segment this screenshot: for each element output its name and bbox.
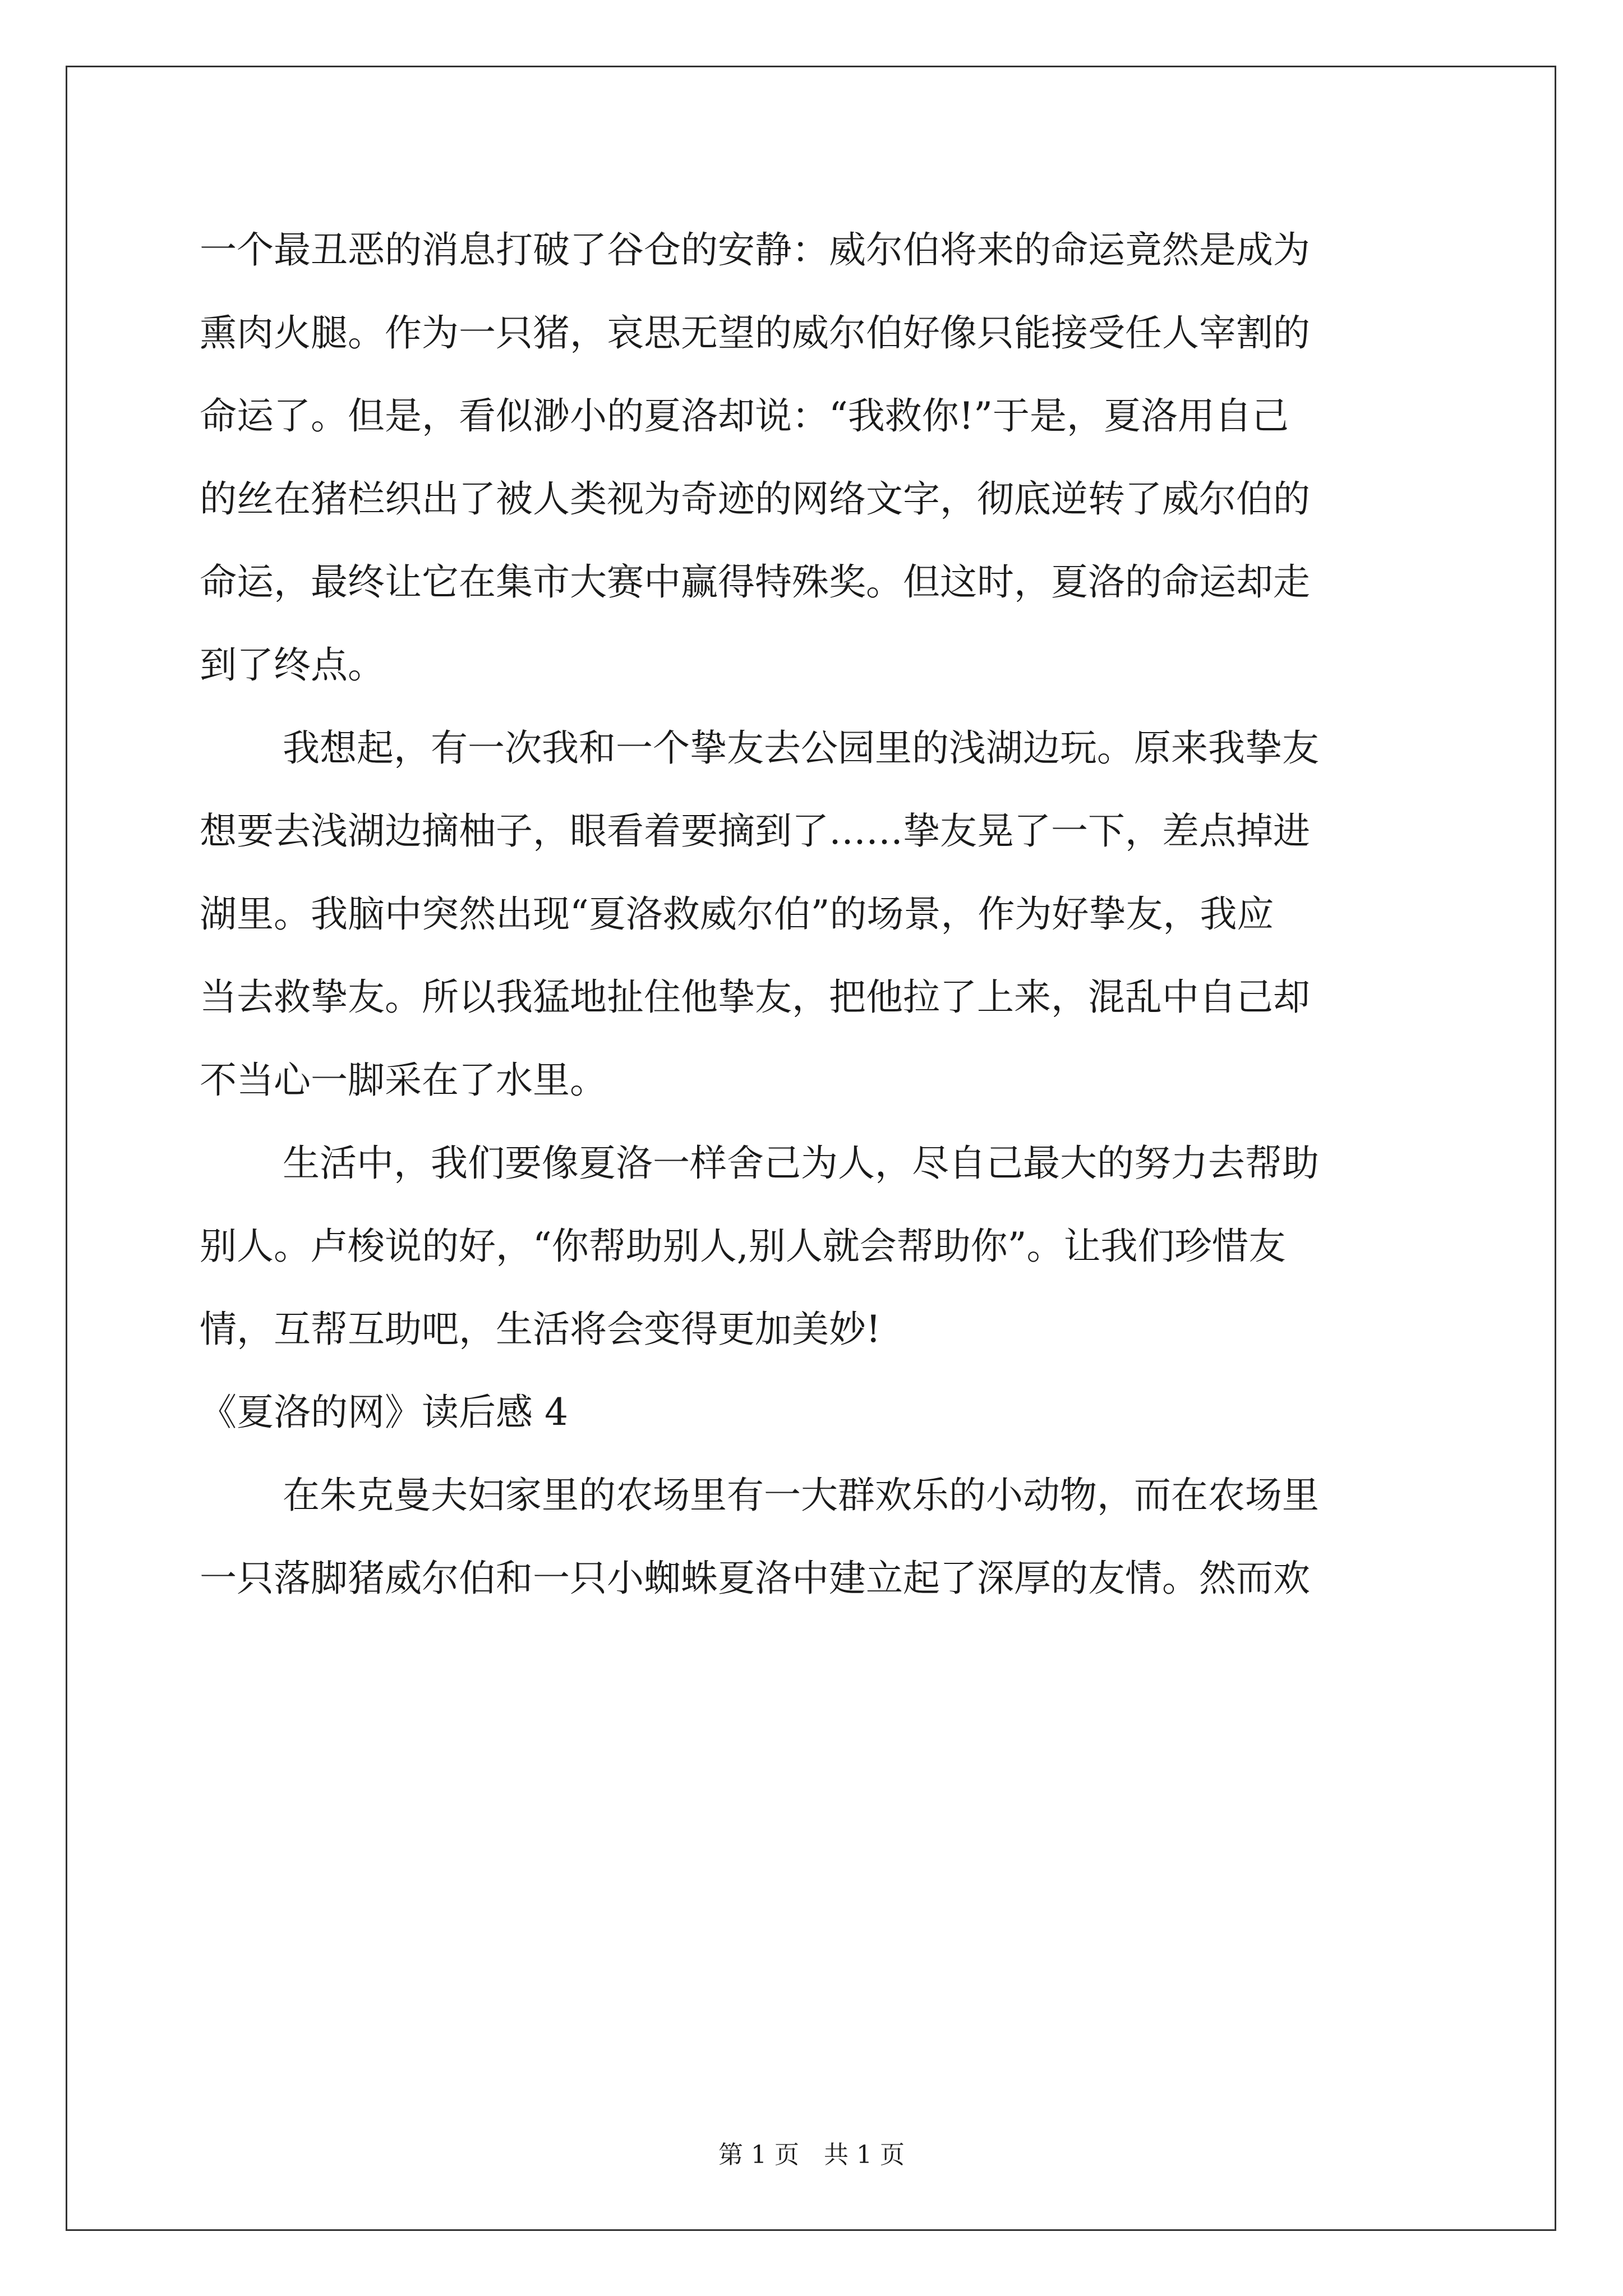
text-line: 情，互帮互助吧，生活将会变得更加美妙!	[200, 1308, 881, 1351]
section-heading: 《夏洛的网》读后感 4	[200, 1391, 568, 1434]
paragraph-4	[200, 1454, 1428, 1620]
text-line: 的丝在猪栏织出了被人类视为奇迹的网络文字，彻底逆转了威尔伯的	[200, 477, 1310, 521]
text-line: 一个最丑恶的消息打破了谷仓的安静：威尔伯将来的命运竟然是成为	[200, 228, 1310, 272]
text-line: 在朱克曼夫妇家里的农场里有一大群欢乐的小动物，而在农场里	[283, 1474, 1319, 1517]
paragraph-3	[200, 1122, 1428, 1371]
text-line: 当去救挚友。所以我猛地扯住他挚友，把他拉了上来，混乱中自己却	[200, 976, 1310, 1019]
text-line: 生活中，我们要像夏洛一样舍己为人，尽自己最大的努力去帮助	[283, 1142, 1319, 1185]
page-footer: 第 1 页 共 1 页	[718, 2141, 905, 2169]
paragraph-2	[200, 707, 1428, 1122]
text-line: 熏肉火腿。作为一只猪，哀思无望的威尔伯好像只能接受任人宰割的	[200, 311, 1310, 355]
text-line: 命运，最终让它在集市大赛中赢得特殊奖。但这时，夏洛的命运却走	[200, 560, 1310, 604]
text-line: 不当心一脚采在了水里。	[200, 1059, 607, 1102]
paragraph-1	[200, 209, 1428, 707]
text-line: 命运了。但是，看似渺小的夏洛却说：“我救你!”于是，夏洛用自己	[200, 394, 1289, 438]
text-line: 别人。卢梭说的好，“你帮助别人,别人就会帮助你”。让我们珍惜友	[200, 1225, 1286, 1268]
text-line: 到了终点。	[200, 643, 385, 687]
text-line: 想要去浅湖边摘柚子，眼看着要摘到了……挚友晃了一下，差点掉进	[200, 809, 1310, 853]
text-line: 湖里。我脑中突然出现“夏洛救威尔伯”的场景，作为好挚友，我应	[200, 892, 1274, 936]
document-body	[200, 209, 1428, 1620]
text-line: 一只落脚猪威尔伯和一只小蜘蛛夏洛中建立起了深厚的友情。然而欢	[200, 1557, 1310, 1600]
text-line: 我想起，有一次我和一个挚友去公园里的浅湖边玩。原来我挚友	[283, 726, 1319, 770]
